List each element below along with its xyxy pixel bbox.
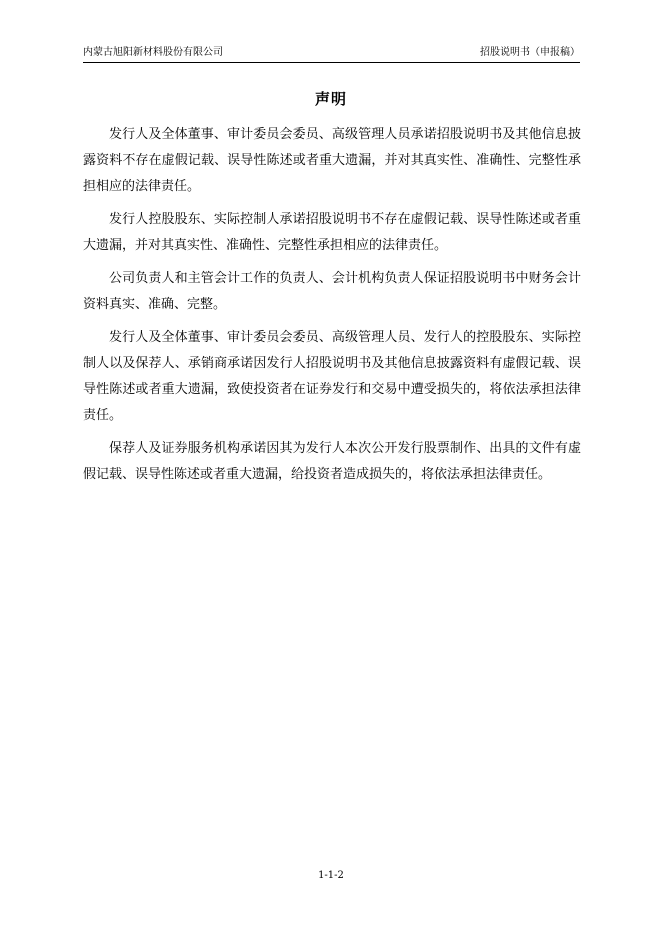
header-document-type: 招股说明书（申报稿） (480, 47, 580, 58)
paragraph-issuer-directors: 发行人及全体董事、审计委员会委员、高级管理人员承诺招股说明书及其他信息披露资料不存在虚假记载、误导性陈述或者重大遗漏，并对其真实性、准确性、完整性承担相应的法律责任。 (83, 127, 581, 194)
paragraph-accounting-heads: 公司负责人和主管会计工作的负责人、会计机构负责人保证招股说明书中财务会计资料真实、准确、完整。 (83, 271, 581, 312)
paragraph-controlling-shareholder: 发行人控股股东、实际控制人承诺招股说明书不存在虚假记载、误导性陈述或者重大遗漏，并对其真实性、准确性、完整性承担相应的法律责任。 (83, 212, 581, 253)
page-header (83, 44, 580, 63)
header-company-name: 内蒙古旭阳新材料股份有限公司 (83, 47, 223, 58)
page-title: 声明 (314, 90, 347, 108)
paragraph-liability-commitment: 发行人及全体董事、审计委员会委员、高级管理人员、发行人的控股股东、实际控制人以及保荐人、承销商承诺因发行人招股说明书及其他信息披露资料有虚假记载、误导性陈述或者重大遗漏，致使投资者在证券发行和交易中遭受损失的，将依法承担法律责任。 (83, 330, 581, 423)
page-number: 1-1-2 (318, 870, 344, 881)
statement-body (83, 122, 581, 495)
paragraph-service-institutions: 保荐人及证券服务机构承诺因其为发行人本次公开发行股票制作、出具的文件有虚假记载、误导性陈述或者重大遗漏，给投资者造成损失的，将依法承担法律责任。 (83, 441, 581, 482)
